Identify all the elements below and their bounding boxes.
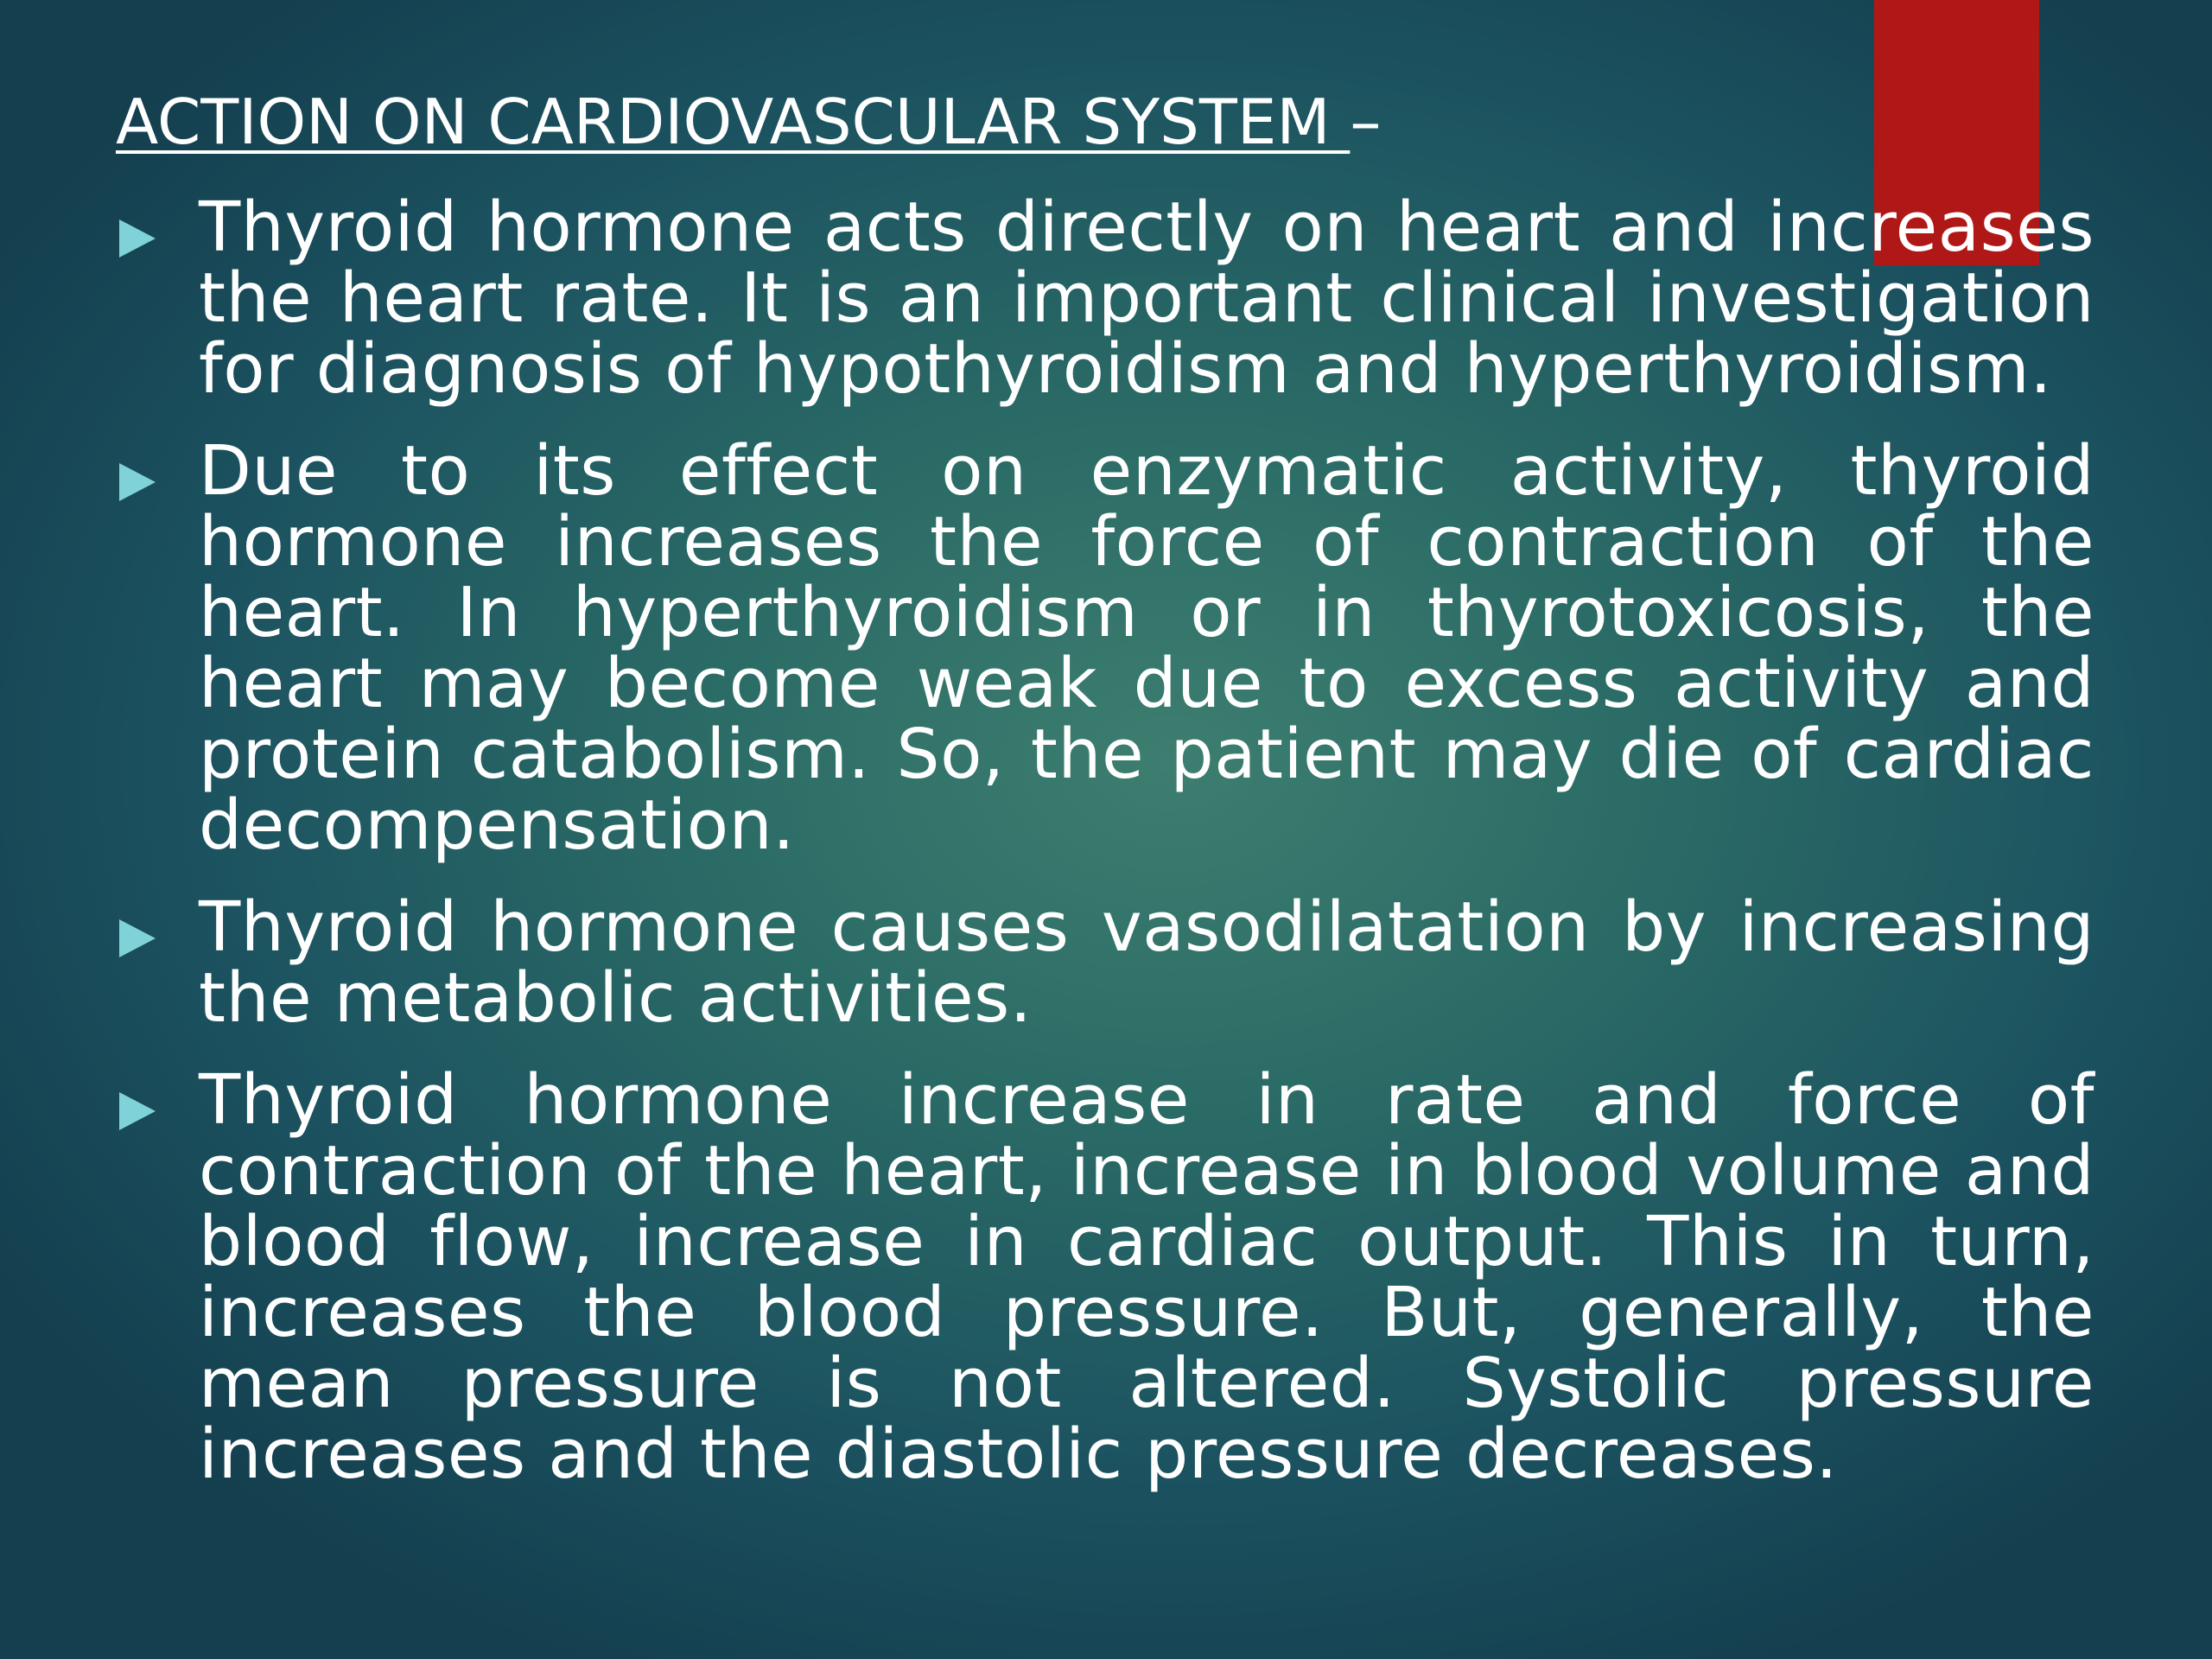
triangle-bullet-icon	[119, 1092, 156, 1130]
triangle-bullet-icon	[119, 919, 156, 957]
bullet-text: Thyroid hormone causes vasodilatation by increasing the metabolic activities.	[199, 887, 2094, 1038]
triangle-bullet-icon	[119, 219, 156, 257]
bullet-item	[116, 431, 2094, 865]
bullet-text: Due to its effect on enzymatic activity, thyroid hormone increases the force of contraction of the heart. In hyperthyroidism or in thyrotoxicosis, the heart may become weak due to excess activity and protein catabolism. So, the patient may die of cardiac decompensation.	[199, 431, 2094, 865]
bullet-text: Thyroid hormone acts directly on heart and increases the heart rate. It is an important clinical investigation for diagnosis of hypothyroidism and hyperthyroidism.	[199, 188, 2094, 409]
triangle-bullet-icon	[119, 463, 156, 501]
bullet-list	[116, 188, 2094, 1521]
bullet-text: Thyroid hormone increase in rate and force of contraction of the heart, increase in blood volume and blood flow, increase in cardiac output. This in turn, increases the blood pressure. But, generally, the mean pressure is not altered. Systolic pressure increases and the diastolic pressure decreases.	[199, 1060, 2094, 1494]
bullet-item	[116, 887, 2094, 1038]
slide-title	[116, 88, 1381, 156]
bullet-item	[116, 188, 2094, 409]
slide-title-main: ACTION ON CARDIOVASCULAR SYSTEM	[116, 86, 1351, 158]
bullet-item	[116, 1060, 2094, 1494]
slide-title-dash: –	[1350, 86, 1382, 158]
